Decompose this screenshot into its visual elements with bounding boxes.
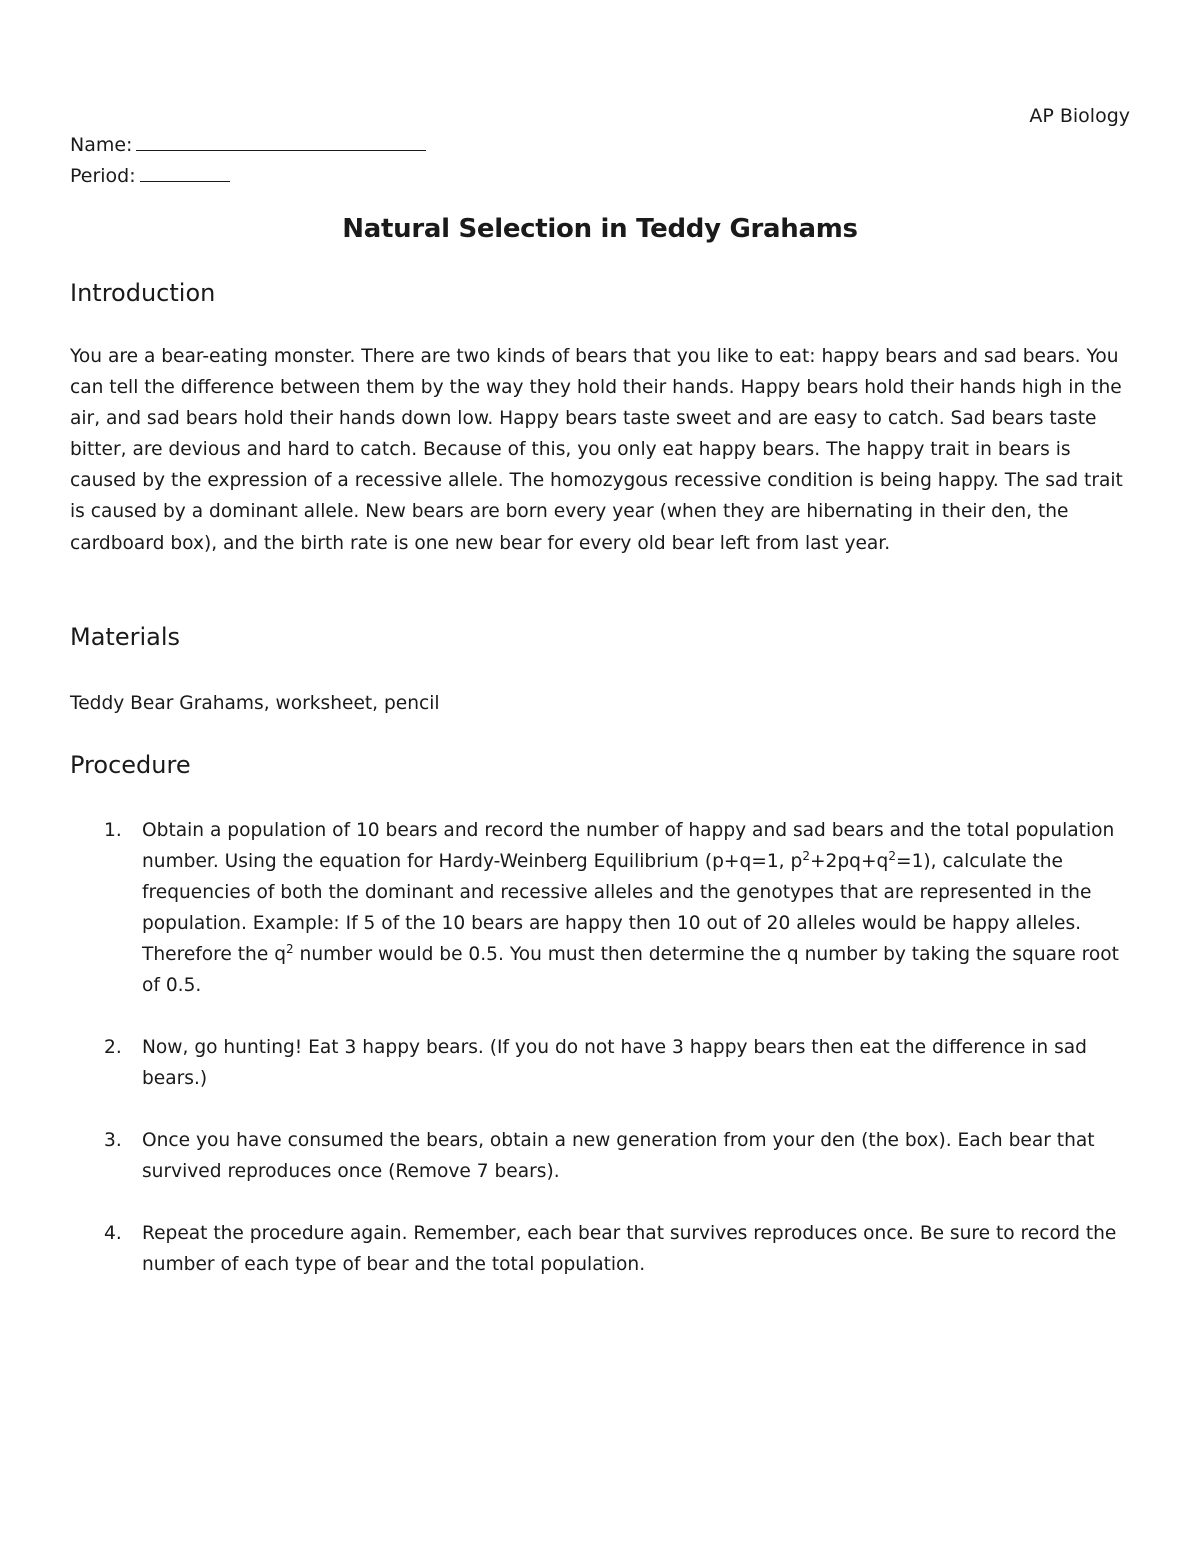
period-label: Period: [70,165,136,187]
introduction-text: You are a bear-eating monster. There are two kinds of bears that you like to eat: happy bears and sad bears. You can tell the difference between them by the way they hold their hands. Happy bears hold their hands high in the air, and sad bears hold their hands down low. Happy bears taste sweet and are easy to catch. Sad bears taste bitter, are devious and hard to catch. Because of this, you only eat happy bears. The happy trait in bears is caused by the expression of a recessive allele. The homozygous recessive condition is being happy. The sad trait is caused by a dominant allele. New bears are born every year (when they are hibernating in their den, the cardboard box), and the birth rate is one new bear for every old bear left from last year. [70,346,1123,554]
page-title: Natural Selection in Teddy Grahams [342,214,858,245]
step-number: 4. [104,1223,122,1244]
period-field[interactable] [70,162,230,190]
step-text: Once you have consumed the bears, obtain a new generation from your den (the box). Each bear that survived reproduces once (Remove 7 bears). [142,1130,1095,1182]
materials-heading: Materials [70,623,181,651]
procedure-steps [70,815,1130,1311]
procedure-step-1 [70,815,1130,1001]
superscript-2: 2 [802,848,810,863]
introduction-heading: Introduction [70,279,216,307]
step-number: 1. [104,820,122,841]
step-text: Obtain a population of 10 bears and record the number of happy and sad bears and the total population number. Using the equation for Hardy-Weinberg Equilibrium (p+q=1, $p^2+2pq+q^2=1$), calculate the frequencies of both the dominant and recessive alleles and the genotypes that are represented in the population. Example: If 5 of the 10 bears are happy then 10 out of 20 alleles would be happy alleles. Therefore the $q^2$ number would be 0.5. You must then determine the q number by taking the square root of 0.5. [142,820,1119,996]
name-blank-line[interactable] [136,134,426,151]
materials-text: Teddy Bear Grahams, worksheet, pencil [70,693,440,714]
name-label: Name: [70,134,133,156]
course-label: AP Biology [1029,105,1130,127]
superscript-2: 2 [286,941,294,956]
superscript-2: 2 [888,848,896,863]
procedure-step-2 [70,1032,1130,1094]
step-number: 2. [104,1037,122,1058]
step-number: 3. [104,1130,122,1151]
step-text: Now, go hunting! Eat 3 happy bears. (If you do not have 3 happy bears then eat the difference in sad bears.) [142,1037,1087,1089]
step-text: Repeat the procedure again. Remember, each bear that survives reproduces once. Be sure to record the number of each type of bear and the total population. [142,1223,1117,1275]
procedure-step-4 [70,1218,1130,1280]
period-blank-line[interactable] [140,165,230,182]
procedure-step-3 [70,1125,1130,1187]
name-field[interactable] [70,131,426,159]
procedure-heading: Procedure [70,751,191,779]
